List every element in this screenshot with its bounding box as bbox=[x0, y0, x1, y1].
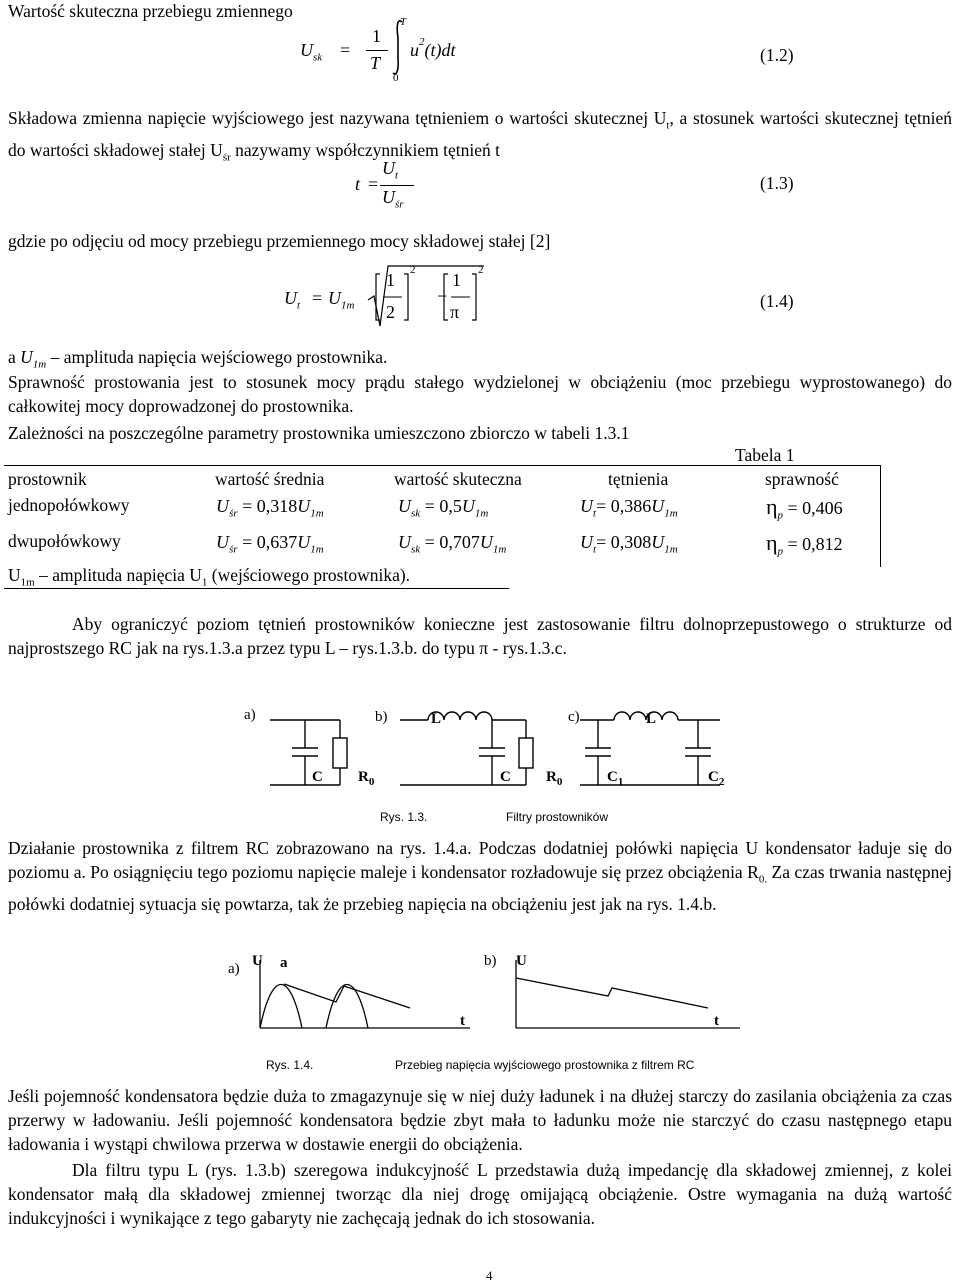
section-heading: Wartość skuteczna przebiegu zmiennego bbox=[8, 1, 293, 21]
eq13-equals: = bbox=[368, 174, 379, 194]
eq12-lhs: $U_{sk}$ bbox=[300, 40, 323, 64]
eq13-number: (1.3) bbox=[760, 173, 794, 193]
paragraph-efficiency: Sprawność prostowania jest to stosunek mocy prądu stałego wydzielonej w obciążeniu (moc przebiegu wyprostowanego) do całkowitej mocy doprowadzonej do prostownika. bbox=[8, 372, 952, 416]
table-row1-average: $U_{śr} = 0,318U_{1m}$ bbox=[216, 496, 324, 520]
fig13-resistor-label-a: $R_0$ bbox=[358, 769, 375, 788]
eq14-lhs: $U_t$ bbox=[284, 288, 301, 312]
eq14-a-den: 2 bbox=[386, 302, 395, 322]
table-top-border bbox=[4, 465, 880, 466]
fig13-label-b: b) bbox=[375, 709, 388, 725]
fig13-capacitor-label-c2: $C_2$ bbox=[708, 769, 725, 788]
fig14-axis-u-b: U bbox=[516, 953, 527, 969]
fig13-label-c: c) bbox=[568, 709, 580, 725]
eq14-b-den: π bbox=[450, 302, 460, 322]
table-row2-efficiency: $\eta_p = 0,812$ bbox=[766, 530, 843, 558]
eq14-a-num: 1 bbox=[386, 270, 395, 290]
paragraph-power: gdzie po odjęciu od mocy przebiegu przemiennego mocy składowej stałej [2] bbox=[8, 231, 551, 251]
eq14-b-pow: 2 bbox=[478, 264, 484, 276]
table-header-rectifier: prostownik bbox=[8, 469, 87, 489]
eq13-fraction-bar bbox=[380, 185, 414, 186]
eq14-equals: = bbox=[312, 288, 323, 308]
eq14-b-num: 1 bbox=[452, 270, 461, 290]
eq12-lower-limit: 0 bbox=[393, 72, 399, 84]
table-row2-rms: $U_{sk} = 0,707U_{1m}$ bbox=[398, 532, 507, 556]
eq12-number: (1.2) bbox=[760, 45, 794, 65]
table-row2-name: dwupołówkowy bbox=[8, 531, 121, 551]
eq12-T: T bbox=[370, 53, 381, 73]
eq13-numerator: $U_t$ bbox=[382, 158, 399, 182]
table-header-efficiency: sprawność bbox=[765, 469, 839, 489]
eq14-minus: − bbox=[437, 286, 448, 306]
table-caption: Tabela 1 bbox=[735, 445, 795, 465]
fig13-inductor-label-c: L bbox=[646, 711, 657, 727]
fig14-axis-t-b: t bbox=[714, 1013, 719, 1029]
fig13-capacitor-label-b: C bbox=[500, 769, 511, 785]
fig14-caption-number: Rys. 1.4. bbox=[266, 1058, 314, 1072]
fig14-level-a: a bbox=[280, 955, 288, 971]
fig14-caption-text: Przebieg napięcia wyjściowego prostownika z filtrem RC bbox=[395, 1058, 695, 1072]
table-row1-efficiency: $\eta_p = 0,406$ bbox=[766, 494, 843, 522]
table-row1-name: jednopołówkowy bbox=[8, 495, 130, 515]
paragraph-capacitance: Jeśli pojemność kondensatora będzie duża to zmagazynuje się w niej duży ładunek i na dłużej starczy do zasilania obciążenia za czas przerwy w ładowaniu. Jeśli pojemność kondensatora będzie zbyt mała to ładunku może nie starczyć do czasu następnego etapu ładowania i wystąpi chwilowa przerwa w dostawie energii do obciążenia. bbox=[8, 1086, 952, 1154]
table-header-ripple: tętnienia bbox=[608, 469, 669, 489]
page-number: 4 bbox=[486, 1268, 493, 1283]
eq14-number: (1.4) bbox=[760, 291, 794, 311]
table-row1-rms: $U_{sk} = 0,5U_{1m}$ bbox=[398, 496, 489, 520]
eq12-upper-limit: T bbox=[400, 16, 407, 28]
fig14-axis-t-a: t bbox=[460, 1013, 465, 1029]
fig13-label-a: a) bbox=[244, 707, 256, 723]
paragraph-ripple: Składowa zmienna napięcie wyjściowego jest nazywana tętnieniem o wartości skutecznej $U_t$, a stosunek wartości skutecznej tętnień do wartości składowej stałej $U_{śr}$ nazywamy współczynnikiem tętnień t bbox=[8, 108, 952, 163]
eq12-fraction-bar bbox=[366, 50, 388, 51]
fig14-label-b: b) bbox=[484, 953, 497, 969]
fig13-inductor-label-b: L bbox=[431, 711, 442, 727]
eq12-one: 1 bbox=[372, 26, 381, 46]
eq14-U: $U_{1m}$ bbox=[328, 288, 355, 312]
paragraph-table-intro: Zależności na poszczególne parametry prostownika umieszczono zbiorczo w tabeli 1.3.1 bbox=[8, 423, 630, 443]
paragraph-l-filter: Dla filtru typu L (rys. 1.3.b) szeregowa indukcyjność L przedstawia dużą impedancję dla składowej zmiennej, z kolei kondensator małą dla składowej zmiennej tworząc dla niej drogę omijającą obciążenie. Ostre wymagania na dużą wartość indukcyjności i wynikające z tego gabaryty nie zachęcają jednak do ich stosowania. bbox=[8, 1160, 952, 1228]
eq13-lhs: t bbox=[355, 174, 361, 194]
table-right-border bbox=[880, 465, 881, 567]
eq12-equals: = bbox=[340, 40, 351, 60]
eq14-radical-icon bbox=[366, 262, 486, 334]
fig13-capacitor-label-c1: $C_1$ bbox=[607, 769, 624, 788]
fig13-caption-number: Rys. 1.3. bbox=[380, 810, 428, 824]
table-header-average: wartość średnia bbox=[215, 469, 325, 489]
table-header-rms: wartość skuteczna bbox=[394, 469, 522, 489]
fig14-axis-u-a: U bbox=[252, 953, 263, 969]
table-footnote: $U_{1m}$ – amplituda napięcia $U_1$ (wejściowego prostownika). bbox=[8, 565, 411, 589]
eq13-denominator: $U_{śr}$ bbox=[382, 187, 404, 211]
eq12-integrand: $u^2(t)dt$ bbox=[410, 36, 456, 60]
fig13-capacitor-label-a: C bbox=[312, 769, 323, 785]
table-row1-ripple: $U_t= 0,386U_{1m}$ bbox=[580, 496, 678, 520]
fig14-label-a: a) bbox=[228, 961, 240, 977]
fig13-caption-text: Filtry prostowników bbox=[506, 810, 609, 824]
paragraph-rc-operation: Działanie prostownika z filtrem RC zobrazowano na rys. 1.4.a. Podczas dodatniej połówki napięcia U kondensator ładuje się do poziomu a. Po osiągnięciu tego poziomu napięcie maleje i kondensator rozładowuje się przez obciążenia $R_{0.}$ Za czas trwania następnej połówki dodatniej sytuacja się powtarza, tak że przebieg napięcia na obciążeniu jest jak na rys. 1.4.b. bbox=[8, 838, 952, 914]
table-row2-ripple: $U_t= 0,308U_{1m}$ bbox=[580, 532, 678, 556]
table-row2-average: $U_{śr} = 0,637U_{1m}$ bbox=[216, 532, 324, 556]
eq14-a-pow: 2 bbox=[410, 264, 416, 276]
paragraph-amplitude: a $U_{1m}$ – amplituda napięcia wejściowego prostownika. bbox=[8, 347, 388, 371]
fig13-resistor-label-b: $R_0$ bbox=[546, 769, 563, 788]
paragraph-filters: Aby ograniczyć poziom tętnień prostowników konieczne jest zastosowanie filtru dolnoprzepustowego o strukturze od najprostszego RC jak na rys.1.3.a przez typu L – rys.1.3.b. do typu π - rys.1.3.c. bbox=[8, 614, 952, 658]
